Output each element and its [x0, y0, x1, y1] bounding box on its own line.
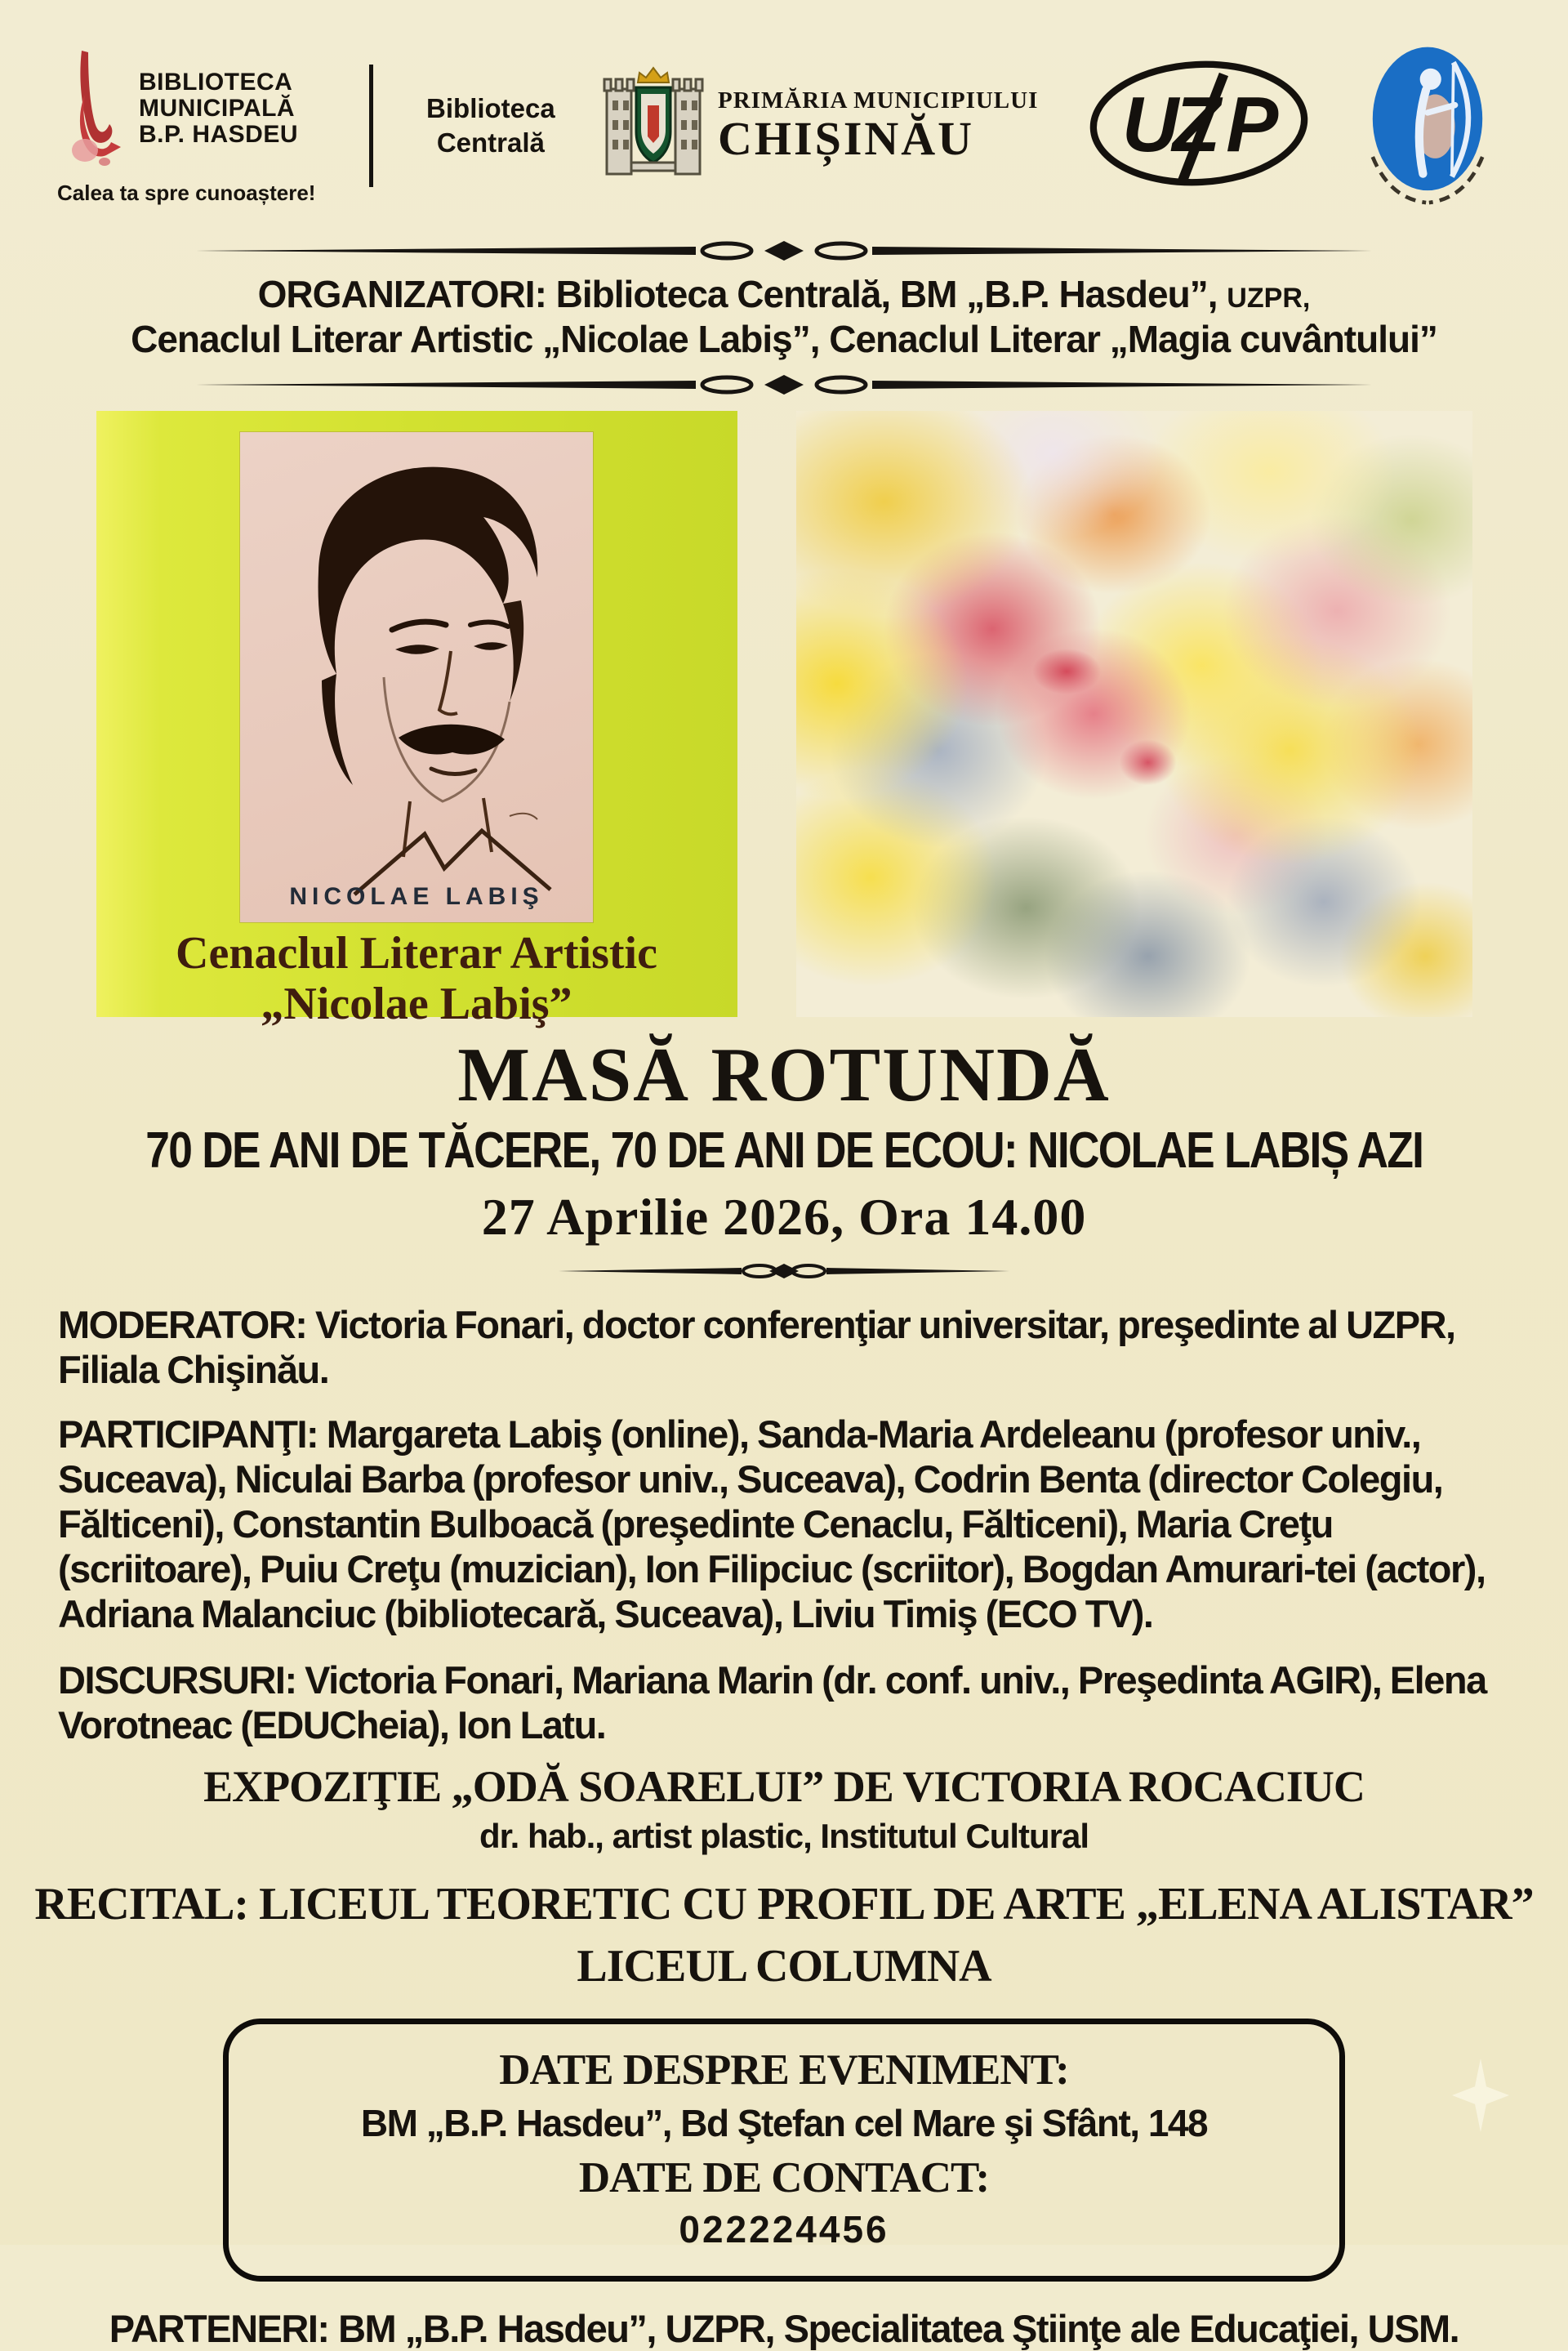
recital-line2: LICEUL COLUMNA	[577, 1940, 991, 1992]
cenaclu-caption	[176, 929, 657, 1029]
contact-label: DATE DE CONTACT:	[578, 2154, 990, 2202]
centrala-line1: Biblioteca	[426, 93, 555, 124]
recital-line1: RECITAL: LICEUL TEORETIC CU PROFIL DE ARTE „ELENA ALISTAR”	[34, 1879, 1534, 1930]
hasdeu-name-line2: MUNICIPALĂ	[139, 95, 296, 123]
biblioteca-centrala-label	[426, 91, 555, 159]
recital-section	[0, 1874, 1568, 1997]
event-info-box	[223, 2019, 1345, 2282]
organizers-block	[0, 272, 1568, 362]
contact-phone: 022224456	[679, 2208, 889, 2251]
organizers-line1-main: ORGANIZATORI: Biblioteca Centrală, BM „B.P. Hasdeu”,	[257, 273, 1227, 315]
participants-section: PARTICIPANŢI: Margareta Labiş (online), Sanda-Maria Ardeleanu (profesor univ., Suceava), Niculai Barba (profesor univ., Suceava), Codrin Benta (director Colegiu, Fălticeni), Constantin Bulboacă (preşedinte Cenaclu, Fălticeni), Maria Creţu (scriitoare), Puiu Creţu (muzician), Ion Filipciuc (scriitor), Bogdan Amurari-tei (actor), Adriana Malanciuc (bibliotecară, Suceava), Liviu Timiş (ECO TV).	[58, 1412, 1486, 1636]
cenaclu-caption-line1: Cenaclul Literar Artistic	[176, 928, 657, 979]
event-address: BM „B.P. Hasdeu”, Bd Ştefan cel Mare şi Sfânt, 148	[360, 2102, 1208, 2145]
centrala-line2: Centrală	[436, 127, 545, 158]
ornament-divider-under-organizers	[188, 370, 1380, 399]
castle-crest-icon	[602, 61, 705, 190]
speeches-section: DISCURSURI: Victoria Fonari, Mariana Marin (dr. conf. univ., Preşedinta AGIR), Elena Vorotneac (EDUCheia), Ion Latu.	[58, 1658, 1486, 1747]
labis-portrait-drawing	[240, 432, 593, 922]
organizers-line1-uzpr: UZPR,	[1227, 283, 1311, 314]
primaria-city-name: CHIȘINĂU	[718, 112, 975, 166]
cenaclu-portrait-card	[96, 411, 737, 1029]
chisinau-city-hall-logo	[602, 61, 1038, 190]
abstract-painting-oda-soarelui	[796, 411, 1472, 1017]
artwork-row	[0, 411, 1568, 1029]
header-logo-band	[0, 0, 1568, 208]
cenaclu-caption-line2: „Nicolae Labiş”	[261, 978, 572, 1029]
primaria-label: PRIMĂRIA MUNICIPIULUI	[718, 87, 1039, 114]
partners-section: PARTENERI: BM „B.P. Hasdeu”, UZPR, Specialitatea Ştiinţe ale Educaţiei, USM.	[109, 2307, 1459, 2351]
hasdeu-tagline: Calea ta spre cunoaștere!	[57, 180, 316, 205]
hasdeu-library-name	[139, 69, 298, 147]
event-subtitle: 70 DE ANI DE TĂCERE, 70 DE ANI DE ECOU: NICOLAE LABIȘ AZI	[145, 1122, 1423, 1180]
ornament-divider-top	[188, 236, 1380, 265]
hasdeu-name-line1: BIBLIOTECA	[139, 69, 293, 96]
hasdeu-library-logo	[57, 46, 315, 206]
event-info-title: DATE DESPRE EVENIMENT:	[499, 2046, 1069, 2094]
archer-society-logo-icon	[1359, 42, 1496, 208]
ornament-divider-under-date	[555, 1259, 1013, 1283]
organizers-line1	[0, 272, 1568, 317]
portrait-caption: NICOLAE LABIŞ	[289, 883, 544, 911]
organizers-line2: Cenaclul Literar Artistic „Nicolae Labiş”, Cenaclul Literar „Magia cuvântului”	[131, 318, 1437, 361]
svg-text:UZ: UZ	[1121, 81, 1214, 169]
header-vertical-divider	[369, 65, 373, 187]
hasdeu-name-line3: B.P. HASDEU	[139, 120, 298, 148]
event-datetime: 27 Aprilie 2026, Ora 14.00	[481, 1188, 1087, 1247]
exhibition-subtitle: dr. hab., artist plastic, Institutul Cultural	[479, 1817, 1089, 1856]
event-title: MASĂ ROTUNDĂ	[457, 1033, 1111, 1118]
hasdeu-brushstroke-icon	[57, 46, 127, 172]
uzp-logo-icon	[1085, 55, 1312, 196]
sparkle-icon	[1452, 2059, 1509, 2132]
moderator-section: MODERATOR: Victoria Fonari, doctor conferenţiar universitar, preşedinte al UZPR, Filiala Chişinău.	[58, 1303, 1455, 1392]
svg-text:P: P	[1225, 81, 1278, 169]
exhibition-title: EXPOZIŢIE „ODĂ SOARELUI” DE VICTORIA ROCACIUC	[203, 1762, 1365, 1812]
